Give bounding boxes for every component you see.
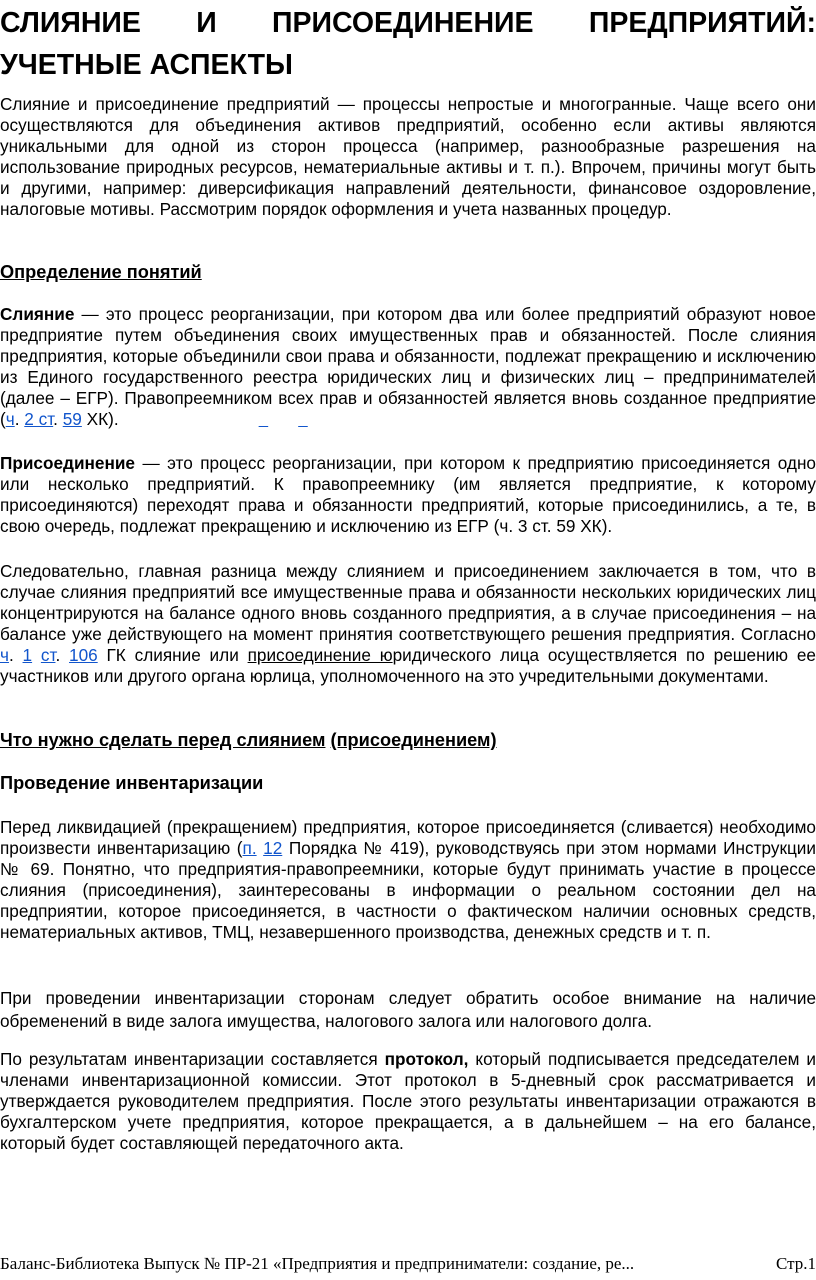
title-line-2: УЧЕТНЫЕ АСПЕКТЫ (0, 49, 293, 81)
link-part[interactable]: ч (5, 409, 15, 429)
title-word: ПРИСОЕДИНЕНИЕ (272, 7, 534, 39)
link-part-1[interactable]: 1 (22, 645, 33, 665)
encumbrance-paragraph: При проведении инвентаризации сторонам следует обратить особое внимание на наличие обременений в виде залога имущества, налогового залога или налогового долга. (0, 988, 816, 1031)
section-heading-definitions: Определение понятий (0, 262, 202, 282)
title-word: ПРЕДПРИЯТИЙ: (588, 7, 816, 39)
intro-paragraph: Слияние и присоединение предприятий — процессы непростые и многогранные. Чаще всего они осуществляются для объединения активов предприятий, особенно если активы являются уникальными для одной из сторон процесса (например, разнообразные разрешения на использование природных ресурсов, нематериальные активы и т. п.). Впрочем, причины могут быть и другими, например: диверсификация направлений деятельности, финансовое оздоровление, налоговые мотивы. Рассмотрим порядок оформления и учета названных процедур. (0, 94, 816, 219)
title-word: СЛИЯНИЕ (0, 7, 141, 39)
link-part[interactable]: ч (0, 645, 9, 665)
accession-paragraph: Присоединение — это процесс реорганизации, при котором к предприятию присоединяется одно или несколько предприятий. К правопреемнику (им является предприятие, к которому присоединяются) переходят права и обязанности предприятий, которые присоединились, а те, в свою очередь, подлежат прекращению и исключению из ЕГР (ч. 3 ст. 59 ХК). (0, 453, 816, 536)
link-article-59[interactable]: 59 (62, 409, 82, 429)
protocol-term: протокол, (384, 1049, 469, 1069)
difference-paragraph: Следовательно, главная разница между слиянием и присоединением заключается в том, что в случае слияния предприятий все имущественные права и обязанности нескольких юридических лиц концентрируются на балансе одного вновь созданного предприятия, а в случае присоединения – на балансе уже действующего на момент принятия соответствующего решения предприятия. Согласно ч. 1 ст. 106 ГК слияние или присоединение юридического лица осуществляется по решению ее участников или другого органа юрлица, уполномоченного на это учредительными документами. (0, 561, 816, 686)
underlined-term: присоединение ю (247, 645, 393, 665)
link-article-106[interactable]: 106 (69, 645, 98, 665)
merger-paragraph: Слияние — это процесс реорганизации, при котором два или более предприятий образуют новое предприятие путем объединения своих имущественных прав и обязанностей. После слияния предприятия, которые объединили свои права и обязанности, подлежат прекращению и исключению из Единого государственного реестра юридических лиц и физических лиц – предпринимателей (далее – ЕГР). Правопреемником всех прав и обязанностей является вновь созданное предприятие (ч. 2 ст. 59 ХК). (0, 304, 816, 429)
section-heading-before-merger: Что нужно сделать перед слиянием (присоединением) (0, 730, 497, 750)
link-clause[interactable]: п. (242, 838, 257, 858)
footer-source: Баланс-Библиотека Выпуск № ПР-21 «Предприятия и предприниматели: создание, ре... (0, 1254, 635, 1273)
protocol-paragraph: По результатам инвентаризации составляется протокол, который подписывается председателем и членами инвентаризационной комиссии. Этот протокол в 5-дневный срок рассматривается и утверждается руководителем предприятия. После этого результаты инвентаризации отражаются в бухгалтерском учете предприятия, которое прекращается, а в дальнейшем – на его балансе, который будет составляющей передаточного акта. (0, 1049, 816, 1153)
link-empty[interactable] (298, 409, 308, 429)
title-word: И (196, 7, 217, 39)
link-empty[interactable] (259, 409, 269, 429)
accession-term: Присоединение (0, 453, 135, 473)
section-heading-inventory: Проведение инвентаризации (0, 773, 264, 793)
link-clause-12[interactable]: 12 (263, 838, 283, 858)
merger-term: Слияние (0, 304, 75, 324)
link-article-2[interactable]: 2 ст (24, 409, 54, 429)
footer-page-number: Стр.1 (775, 1254, 816, 1273)
inventory-paragraph: Перед ликвидацией (прекращением) предприятия, которое присоединяется (сливается) необходимо произвести инвентаризацию (п. 12 Порядка № 419), руководствуясь при этом нормами Инструкции № 69. Понятно, что предприятия-правопреемники, которые будут принимать участие в процессе слияния (присоединения), заинтересованы в информации о реальном состоянии дел на предприятии, которое присоединяется, в частности о фактическом наличии основных средств, нематериальных активов, ТМЦ, незавершенного производства, денежных средств и т. п. (0, 817, 816, 942)
title-line-1 (0, 2, 816, 44)
page-footer (0, 1254, 816, 1274)
link-article[interactable]: ст (40, 645, 56, 665)
document-title (0, 2, 816, 86)
